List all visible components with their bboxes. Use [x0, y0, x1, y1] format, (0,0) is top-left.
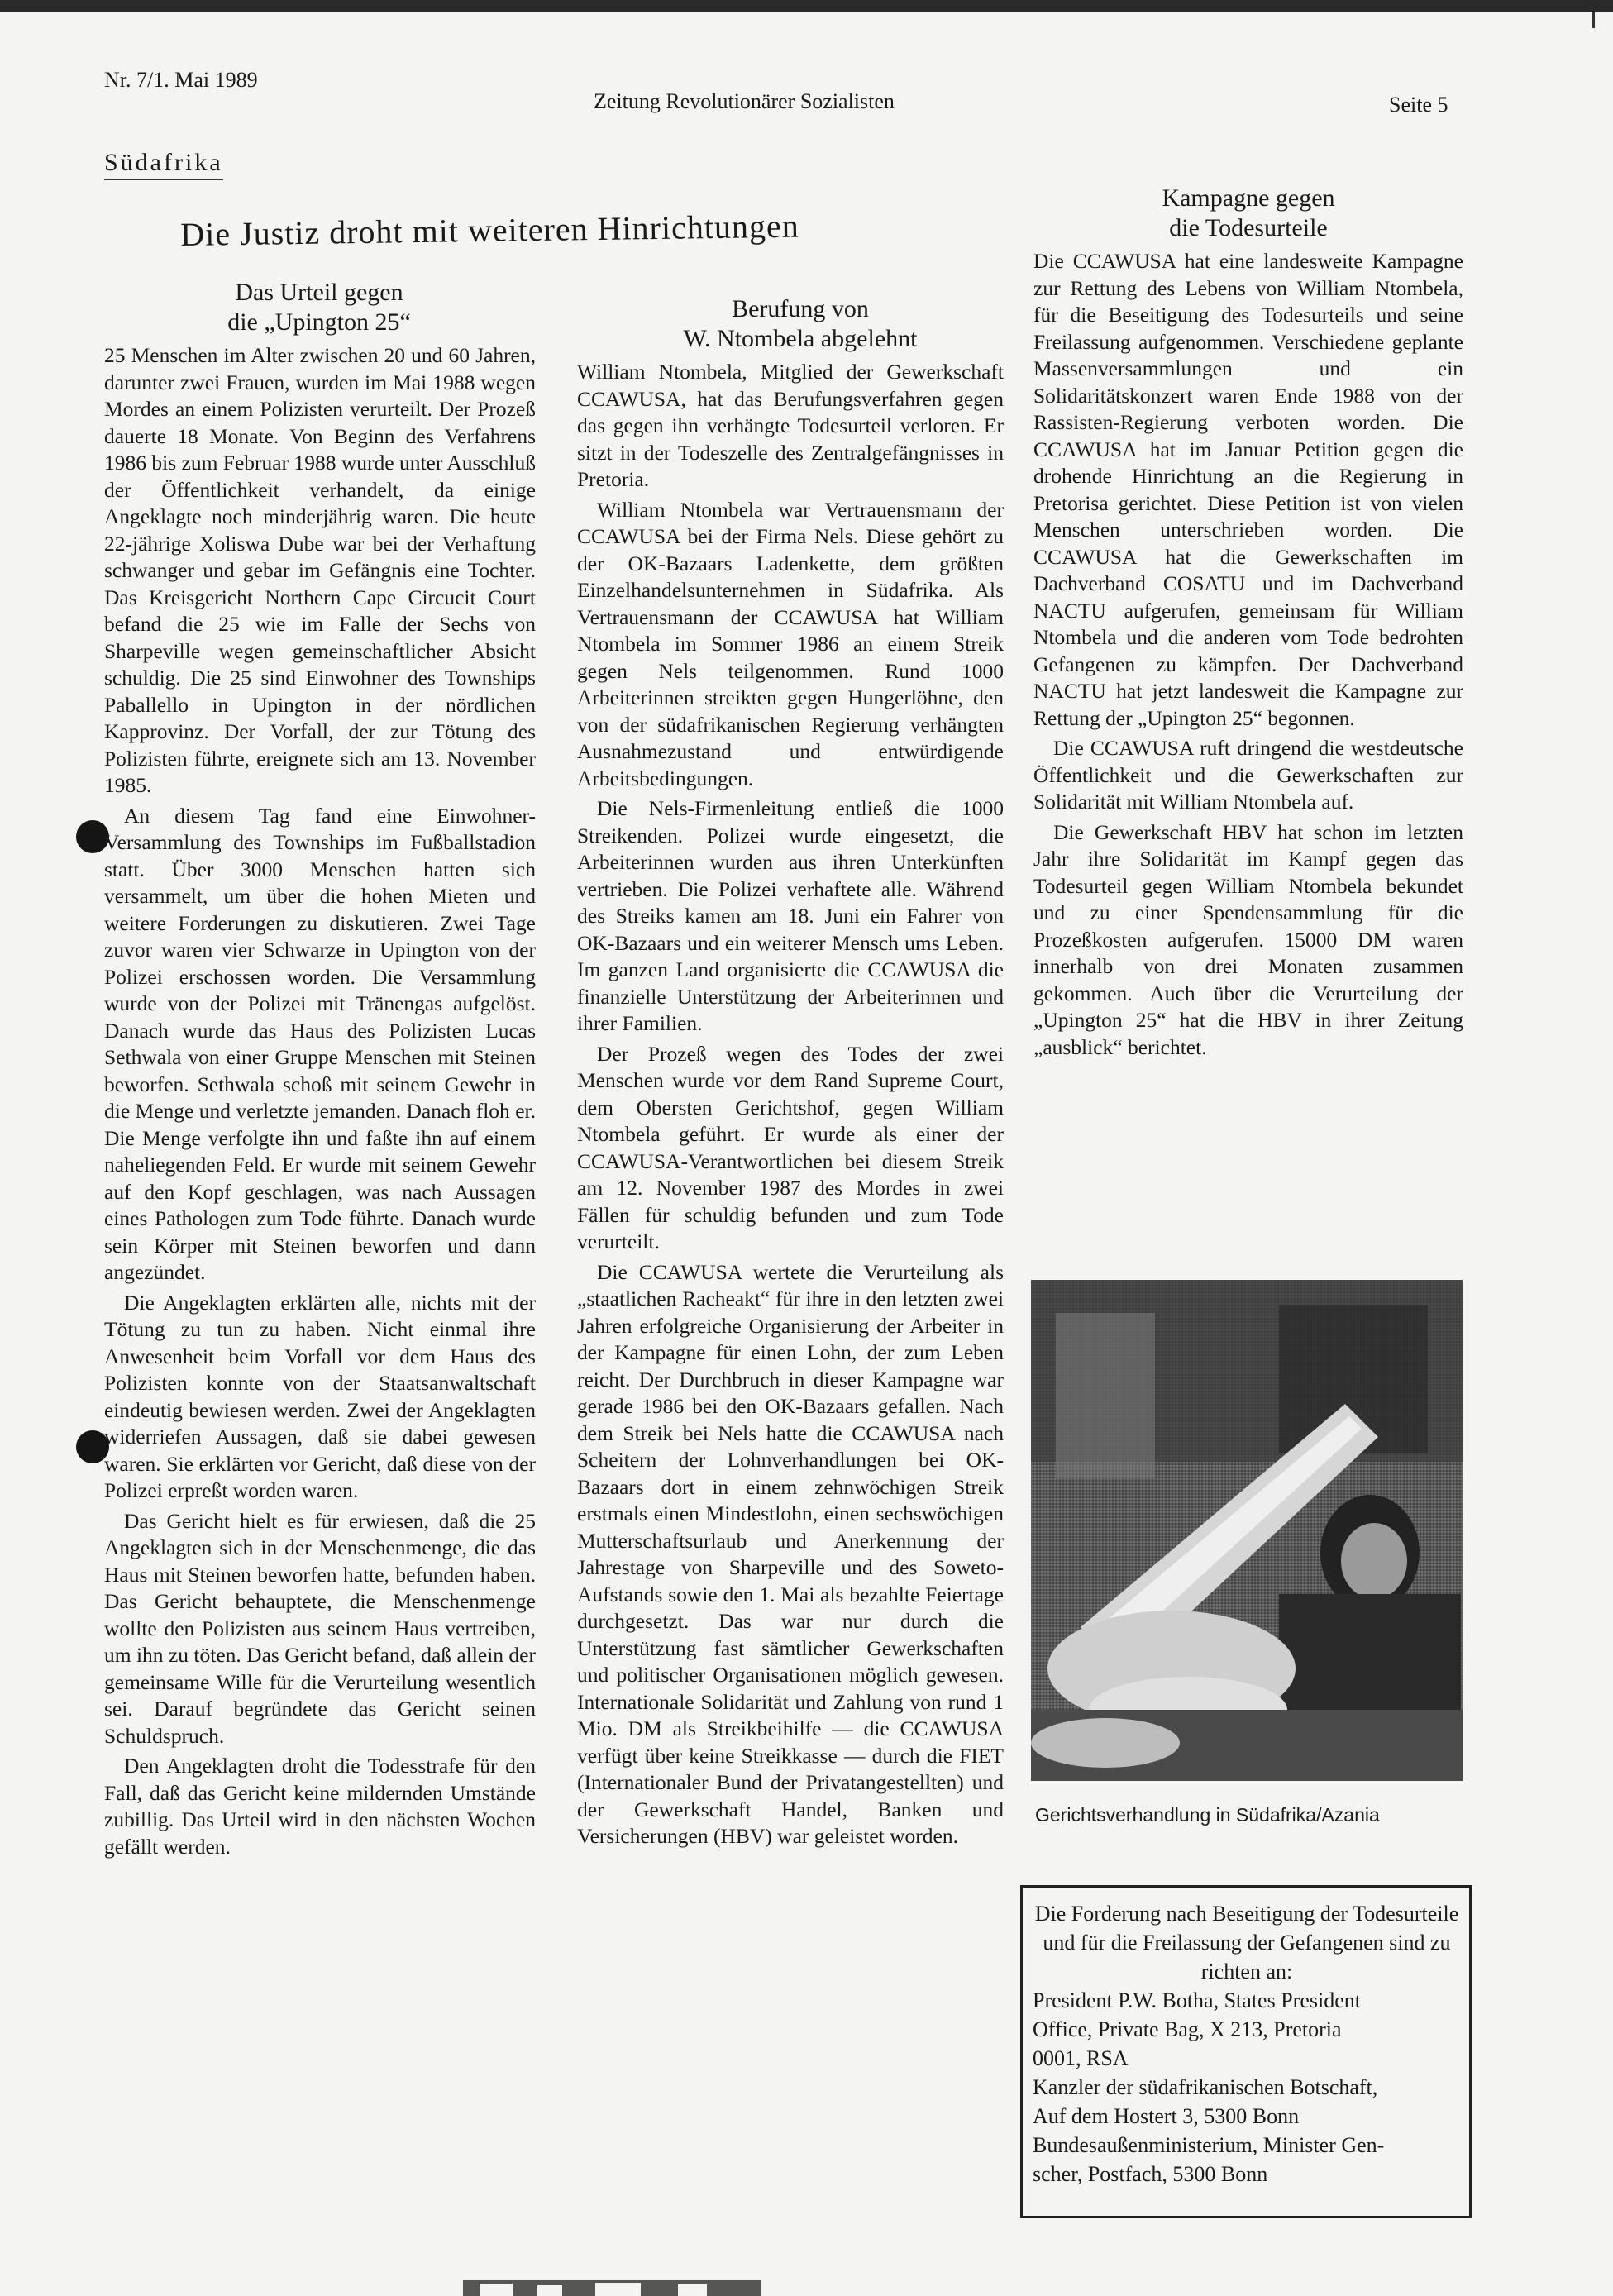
issue-number: Nr. 7/1. Mai 1989 [104, 68, 258, 92]
right-paragraph: Die CCAWUSA ruft dringend die westdeutsche Öffentlichkeit und die Gewerkschaften zur Solidarität mit William Ntombela auf. [1033, 736, 1463, 814]
address-box [1020, 1885, 1472, 2218]
newspaper-title: Zeitung Revolutionärer Sozialisten [594, 89, 895, 113]
court-photo [1031, 1280, 1463, 1781]
middle-paragraph: William Ntombela war Vertrauensmann der CCAWUSA bei der Firma Nels. Diese gehört zu der OK-Bazaars Ladenkette, dem größten Einzelhandelsunternehmen in Südafrika. Als Vertrauensmann der CCAWUSA hat William Ntombela im Sommer 1986 an einem Streik gegen Nels teilgenommen. Rund 1000 Arbeiterinnen streikten gegen Hungerlöhne, den von der südafrikanischen Regierung verhängten Ausnahmezustand und entwürdigende Arbeitsbedingungen. [577, 497, 1004, 790]
left-paragraph: 25 Menschen im Alter zwischen 20 und 60 Jahren, darunter zwei Frauen, wurden im Mai 1988 wegen Mordes an einem Polizisten verurteilt. Der Prozeß dauerte 18 Monate. Von Beginn des Verfahrens 1986 bis zum Februar 1988 wurde unter Ausschluß der Öffentlichkeit verhandelt, da einige Angeklagte noch minderjährig waren. Die heute 22-jährige Xoliswa Dube war bei der Verhaftung schwanger und gebar im Gefängnis eine Tochter. Das Kreisgericht Northern Cape Circucit Court befand die 25 wie im Falle der Sechs von Sharpeville wegen gemeinschaftlicher Absicht schuldig. Die 25 sind Einwohner des Townships Paballello in Upington in der nördlichen Kapprovinz. Der Vorfall, der zur Tötung des Polizisten führte, ereignete sich am 13. November 1985. [104, 343, 536, 797]
middle-subhead [627, 294, 974, 354]
left-subhead-line-1: Das Urteil gegen [235, 279, 403, 306]
right-subhead-line-2: die Todesurteile [1169, 214, 1328, 241]
address-line: Office, Private Bag, X 213, Pretoria [1033, 2017, 1342, 2041]
address-line: President P.W. Botha, States President [1033, 1988, 1361, 2012]
left-column-text [104, 342, 536, 1864]
page-number: Seite 5 [1389, 93, 1448, 117]
middle-subhead-line-2: W. Ntombela abgelehnt [683, 325, 918, 352]
right-paragraph: Die CCAWUSA hat eine landesweite Kampagne zur Rettung des Lebens von William Ntombela, für die Beseitigung des Todesurteils und seine Freilassung aufgenommen. Verschiedene geplante Massenversammlungen und ein Solidaritätskonzert waren Ende 1988 von der Rassisten-Regierung verboten worden. Die CCAWUSA hat im Januar Petition gegen die drohende Hinrichtung an die Regierung in Pretorisa gerichtet. Diese Petition ist von vielen Menschen unterschrieben worden. Die CCAWUSA hat die Gewerkschaften im Dachverband COSATU und im Dachverband NACTU aufgerufen, gemeinsam für William Ntombela und die anderen vom Tode bedrohten Gefangenen zu kämpfen. Der Dachverband NACTU hat jetzt landesweit die Kampagne zur Rettung der „Upington 25“ begonnen. [1033, 249, 1463, 730]
address-line: scher, Postfach, 5300 Bonn [1033, 2162, 1268, 2186]
address-line: Auf dem Hostert 3, 5300 Bonn [1033, 2104, 1300, 2128]
right-subhead-line-1: Kampagne gegen [1162, 184, 1335, 212]
middle-paragraph: Die CCAWUSA wertete die Verurteilung als „staatlichen Racheakt“ für ihre in den letzten zwei Jahren erfolgreiche Organisierung der Arbeiter in der Kampagne für einen Lohn, der zum Leben reicht. Der Durchbruch in dieser Kampagne war gerade 1986 bei den OK-Bazaars gefallen. Nach dem Streik bei Nels hatte die CCAWUSA nach Scheitern der Lohnverhandlungen bei OK-Bazaars dort in einem zehnwöchigen Streik erstmals einen Mindestlohn, einen sechswöchigen Mutterschaftsurlaub und Anerkennung der Jahrestage von Sharpeville und des Soweto-Aufstands sowie den 1. Mai als bezahlte Feiertage durchgesetzt. Das war nur durch die Unterstützung fast sämtlicher Gewerkschaften und politischer Organisationen möglich gewesen. Internationale Solidarität und Zahlung von rund 1 Mio. DM als Streikbeihilfe — die CCAWUSA verfügt über keine Streikkasse — durch die FIET (Internationaler Bund der Privatangestellten) und der Gewerkschaft Handel, Banken und Versicherungen (HBV) war geleistet worden. [577, 1259, 1004, 1848]
left-paragraph: Den Angeklagten droht die Todesstrafe für den Fall, daß das Gericht keine mildernden Umstände zubillig. Das Urteil wird in den nächsten Wochen gefällt werden. [104, 1754, 536, 1859]
scan-edge-tick [1592, 12, 1595, 28]
address-line: 0001, RSA [1033, 2046, 1129, 2070]
right-paragraph: Die Gewerkschaft HBV hat schon im letzten Jahr ihre Solidarität im Kampf gegen das Todesurteil gegen William Ntombela bekundet und zu einer Spendensammlung für die Prozeßkosten aufgerufen. 15000 DM waren innerhalb von drei Monaten zusammen gekommen. Auch über die Verurteilung der „Upington 25“ hat die HBV in ihrer Zeitung „ausblick“ berichtet. [1033, 819, 1463, 1059]
right-subhead [1042, 184, 1455, 243]
address-line: Bundesaußenministerium, Minister Gen- [1033, 2133, 1385, 2157]
article-headline: Die Justiz droht mit weiteren Hinrichtungen [180, 207, 799, 253]
address-box-intro: Die Forderung nach Beseitigung der Todesurteile und für die Freilassung der Gefangenen sind zu richten an: [1034, 1902, 1459, 1983]
middle-subhead-line-1: Berufung von [732, 295, 869, 322]
address-line: Kanzler der südafrikanischen Botschaft, [1033, 2075, 1378, 2099]
right-column-text [1033, 248, 1463, 1064]
middle-paragraph: Der Prozeß wegen des Todes der zwei Menschen wurde vor dem Rand Supreme Court, dem Obersten Gerichtshof, gegen William Ntombela geführt. Er wurde als einer der CCAWUSA-Verantwortlichen bei diesem Streik am 12. November 1987 des Mordes in zwei Fällen für schuldig befunden und zum Tode verurteilt. [577, 1041, 1004, 1253]
middle-paragraph: William Ntombela, Mitglied der Gewerkschaft CCAWUSA, hat das Berufungsverfahren gegen das gegen ihn verhängte Todesurteil verloren. Er sitzt in der Todeszelle des Zentralgefängnisses in Pretoria. [577, 360, 1004, 491]
middle-paragraph: Die Nels-Firmenleitung entließ die 1000 Streikenden. Polizei wurde eingesetzt, die Arbeiterinnen wurden aus ihren Unterkünften vertrieben. Die Polizei verhaftete alle. Während des Streiks kamen am 18. Juni ein Fahrer von OK-Bazaars und ein weiterer Mensch ums Leben. Im ganzen Land organisierte die CCAWUSA die finanzielle Unterstützung der Arbeiterinnen und ihrer Familien. [577, 796, 1004, 1035]
left-paragraph: Das Gericht hielt es für erwiesen, daß die 25 Angeklagten sich in der Menschenmenge, die das Haus mit Steinen beworfen hatte, befunden haben. Das Gericht behauptete, die Menschenmenge wollte den Polizisten aus seinem Haus vertreiben, um ihn zu töten. Das Gericht befand, daß allein der gemeinsame Wille für die Verurteilung wesentlich sei. Darauf begründete das Gericht seinen Schuldspruch. [104, 1508, 536, 1748]
photo-caption: Gerichtsverhandlung in Südafrika/Azania [1035, 1804, 1380, 1826]
section-label: Südafrika [104, 149, 223, 180]
left-paragraph: An diesem Tag fand eine Einwohner-Versammlung des Townships im Fußballstadion statt. Über 3000 Menschen hatten sich versammelt, um über die hohen Mieten und weitere Forderungen zu diskutieren. Zwei Tage zuvor waren vier Schwarze in Upington von der Polizei erschossen worden. Die Versammlung wurde von der Polizei mit Tränengas aufgelöst. Danach wurde das Haus des Polizisten Lucas Sethwala von einer Gruppe Menschen mit Steinen beworfen. Sethwala schoß mit seinem Gewehr in die Menge und verletzte jemanden. Danach floh er. Die Menge verfolgte ihn und faßte ihn auf einem naheliegenden Feld. Er wurde mit seinem Gewehr auf den Kopf geschlagen, was nach Aussagen eines Pathologen zum Tode führte. Danach wurde sein Körper mit Steinen beworfen und dann angezündet. [104, 803, 536, 1284]
middle-column-text [577, 359, 1004, 1854]
scan-top-edge [0, 0, 1613, 12]
left-subhead [162, 278, 476, 337]
court-photo-image [1031, 1280, 1463, 1781]
cut-off-text-fragment [463, 2275, 761, 2296]
left-paragraph: Die Angeklagten erklärten alle, nichts mit der Tötung zu tun zu haben. Nicht einmal ihre Anwesenheit beim Vorfall vor dem Haus des Polizisten konnte von der Staatsanwaltschaft eindeutig bewiesen werden. Zwei der Angeklagten widerriefen Aussagen, daß sie dabei gewesen waren. Sie erklärten vor Gericht, daß diese von der Polizei erpreßt worden waren. [104, 1290, 536, 1502]
left-subhead-line-2: die „Upington 25“ [227, 308, 411, 336]
